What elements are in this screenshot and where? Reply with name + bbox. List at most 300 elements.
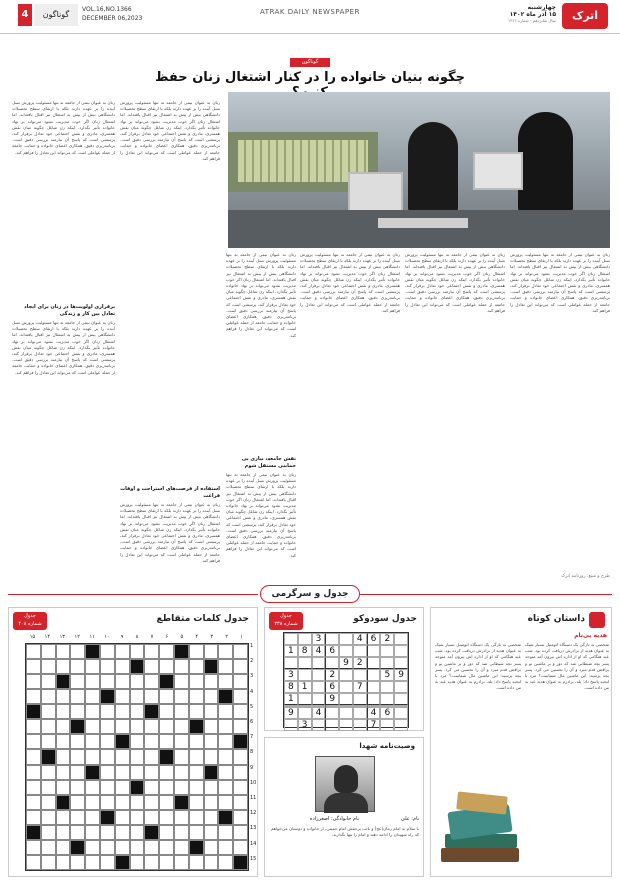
crossword-cell bbox=[233, 734, 248, 749]
sudoku-cell[interactable] bbox=[367, 645, 381, 657]
crossword-cell[interactable] bbox=[233, 644, 248, 659]
crossword-cell[interactable] bbox=[218, 765, 233, 780]
crossword-cell bbox=[144, 825, 159, 840]
crossword-cell[interactable] bbox=[70, 765, 85, 780]
sudoku-cell[interactable]: 9 bbox=[394, 669, 408, 681]
sudoku-cell[interactable] bbox=[325, 657, 339, 669]
crossword-cell[interactable] bbox=[56, 780, 71, 795]
crossword-cell[interactable] bbox=[144, 780, 159, 795]
sudoku-cell[interactable]: 4 bbox=[312, 707, 326, 719]
crossword-cell[interactable] bbox=[233, 780, 248, 795]
crossword-cell[interactable] bbox=[56, 704, 71, 719]
sudoku-cell[interactable] bbox=[394, 657, 408, 669]
crossword-cell[interactable] bbox=[41, 780, 56, 795]
crossword-cell[interactable] bbox=[218, 795, 233, 810]
crossword-cell[interactable] bbox=[70, 825, 85, 840]
crossword-cell[interactable] bbox=[41, 765, 56, 780]
article-body-col-7: زنان به عنوان نیمی از جامعه نه تنها مسئولیت پرورش نسل آینده را بر عهده دارند بلکه با ارتقای سطح تحصیلات دانشگاهی بیش از پیش به اشتغال نیز اقبال یافته‌اند. اما اشتغال زنان اگر خوب مدیریت نشود می‌تواند بر نهاد خانواده تأثیر بگذارد. اینکه زن شاغل چگونه میان نقش همسری، مادری و نقش اجتماعی خود تعادل برقرار کند، پرسشی است که پاسخ آن نیازمند بررسی دقیق است. برنامه‌ریزی دقیق، همکاری اعضای خانواده و حمایت جامعه از جمله عواملی است که می‌تواند این تعادل را فراهم کند. bbox=[12, 320, 115, 375]
crossword-cell[interactable] bbox=[174, 659, 189, 674]
crossword-cell bbox=[218, 689, 233, 704]
crossword-cell[interactable] bbox=[26, 674, 41, 689]
story-subtitle: هدیه بی‌نام bbox=[574, 632, 607, 639]
sudoku-cell[interactable] bbox=[394, 681, 408, 693]
crossword-cell[interactable] bbox=[100, 674, 115, 689]
crossword-cell[interactable] bbox=[204, 719, 219, 734]
sudoku-cell[interactable] bbox=[353, 693, 367, 705]
sudoku-cell[interactable] bbox=[312, 657, 326, 669]
crossword-cell[interactable] bbox=[26, 659, 41, 674]
crossword-cell[interactable] bbox=[159, 810, 174, 825]
crossword-cell[interactable] bbox=[115, 674, 130, 689]
crossword-cell[interactable] bbox=[100, 825, 115, 840]
sudoku-cell[interactable] bbox=[298, 633, 312, 645]
crossword-cell[interactable] bbox=[26, 855, 41, 870]
sudoku-cell[interactable] bbox=[339, 707, 353, 719]
crossword-cell[interactable] bbox=[189, 810, 204, 825]
crossword-cell[interactable] bbox=[130, 855, 145, 870]
crossword-col-numbers: ۱ ۲ ۳ ۴ ۵ ۶ ۷ ۸ ۹ ۱۰ ۱۱ ۱۲ ۱۳ ۱۴ ۱۵ bbox=[29, 634, 243, 640]
crossword-cell[interactable] bbox=[189, 734, 204, 749]
crossword-cell[interactable] bbox=[70, 644, 85, 659]
crossword-cell[interactable] bbox=[233, 765, 248, 780]
sudoku-cell[interactable] bbox=[298, 657, 312, 669]
crossword-cell[interactable] bbox=[233, 659, 248, 674]
crossword-cell[interactable] bbox=[218, 825, 233, 840]
header-rule bbox=[0, 33, 620, 34]
sudoku-cell[interactable] bbox=[353, 645, 367, 657]
crossword-cell[interactable] bbox=[189, 689, 204, 704]
crossword-cell[interactable] bbox=[115, 765, 130, 780]
crossword-cell[interactable] bbox=[56, 659, 71, 674]
crossword-cell[interactable] bbox=[130, 644, 145, 659]
sudoku-cell[interactable] bbox=[325, 707, 339, 719]
crossword-cell[interactable] bbox=[26, 780, 41, 795]
crossword-cell[interactable] bbox=[26, 810, 41, 825]
crossword-cell[interactable] bbox=[159, 795, 174, 810]
crossword-cell[interactable] bbox=[41, 704, 56, 719]
crossword-cell[interactable] bbox=[130, 749, 145, 764]
crossword-cell[interactable] bbox=[130, 810, 145, 825]
crossword-cell[interactable] bbox=[26, 840, 41, 855]
sudoku-cell[interactable]: 9 bbox=[325, 693, 339, 705]
crossword-cell[interactable] bbox=[26, 734, 41, 749]
sudoku-cell[interactable]: 3 bbox=[298, 719, 312, 731]
crossword-cell[interactable] bbox=[41, 674, 56, 689]
crossword-cell[interactable] bbox=[41, 840, 56, 855]
sudoku-cell[interactable]: 8 bbox=[284, 681, 298, 693]
crossword-cell[interactable] bbox=[144, 795, 159, 810]
crossword-cell[interactable] bbox=[100, 644, 115, 659]
crossword-cell[interactable] bbox=[85, 689, 100, 704]
crossword-cell[interactable] bbox=[174, 780, 189, 795]
sudoku-cell[interactable] bbox=[312, 693, 326, 705]
crossword-cell[interactable] bbox=[233, 674, 248, 689]
crossword-cell[interactable] bbox=[144, 719, 159, 734]
crossword-cell[interactable] bbox=[174, 765, 189, 780]
crossword-cell[interactable] bbox=[70, 659, 85, 674]
crossword-cell[interactable] bbox=[115, 810, 130, 825]
crossword-cell[interactable] bbox=[115, 644, 130, 659]
sudoku-cell[interactable]: 9 bbox=[339, 657, 353, 669]
crossword-cell[interactable] bbox=[70, 780, 85, 795]
crossword-cell[interactable] bbox=[26, 765, 41, 780]
crossword-cell[interactable] bbox=[56, 689, 71, 704]
crossword-cell[interactable] bbox=[26, 689, 41, 704]
crossword-cell[interactable] bbox=[174, 719, 189, 734]
crossword-cell[interactable] bbox=[41, 810, 56, 825]
crossword-cell[interactable] bbox=[115, 704, 130, 719]
crossword-cell[interactable] bbox=[218, 749, 233, 764]
crossword-cell[interactable] bbox=[159, 644, 174, 659]
crossword-cell[interactable] bbox=[26, 719, 41, 734]
crossword-cell[interactable] bbox=[174, 855, 189, 870]
crossword-cell bbox=[159, 674, 174, 689]
sudoku-cell[interactable] bbox=[339, 693, 353, 705]
crossword-cell[interactable] bbox=[218, 840, 233, 855]
crossword-cell[interactable] bbox=[189, 825, 204, 840]
crossword-cell[interactable] bbox=[144, 674, 159, 689]
crossword-cell[interactable] bbox=[233, 810, 248, 825]
sudoku-cell[interactable] bbox=[298, 693, 312, 705]
crossword-cell[interactable] bbox=[144, 659, 159, 674]
crossword-cell[interactable] bbox=[233, 689, 248, 704]
sudoku-cell[interactable]: 6 bbox=[325, 681, 339, 693]
crossword-cell[interactable] bbox=[174, 749, 189, 764]
sudoku-cell[interactable] bbox=[367, 657, 381, 669]
sudoku-cell[interactable] bbox=[284, 657, 298, 669]
sudoku-cell[interactable] bbox=[325, 719, 339, 731]
crossword-cell[interactable] bbox=[85, 674, 100, 689]
crossword-cell[interactable] bbox=[100, 855, 115, 870]
crossword-cell[interactable] bbox=[26, 749, 41, 764]
sudoku-cell[interactable]: 9 bbox=[284, 707, 298, 719]
sudoku-cell[interactable] bbox=[367, 669, 381, 681]
sudoku-cell[interactable] bbox=[339, 645, 353, 657]
crossword-cell[interactable] bbox=[218, 734, 233, 749]
crossword-cell[interactable] bbox=[85, 855, 100, 870]
sudoku-cell[interactable] bbox=[325, 633, 339, 645]
martyr-portrait-head bbox=[334, 765, 358, 793]
crossword-cell[interactable] bbox=[144, 840, 159, 855]
crossword-cell[interactable] bbox=[100, 704, 115, 719]
crossword-cell[interactable] bbox=[233, 795, 248, 810]
crossword-cell[interactable] bbox=[56, 749, 71, 764]
sudoku-cell[interactable] bbox=[298, 669, 312, 681]
crossword-cell[interactable] bbox=[218, 674, 233, 689]
sudoku-cell[interactable]: 2 bbox=[325, 669, 339, 681]
crossword-cell[interactable] bbox=[144, 765, 159, 780]
crossword-cell[interactable] bbox=[189, 704, 204, 719]
crossword-cell[interactable] bbox=[189, 780, 204, 795]
sudoku-cell[interactable] bbox=[367, 681, 381, 693]
page-number: 4 bbox=[21, 9, 29, 20]
sudoku-cell[interactable] bbox=[339, 633, 353, 645]
sudoku-cell[interactable]: 1 bbox=[298, 681, 312, 693]
crossword-cell[interactable] bbox=[204, 644, 219, 659]
crossword-cell bbox=[189, 719, 204, 734]
sudoku-cell[interactable] bbox=[394, 645, 408, 657]
crossword-cell[interactable] bbox=[115, 825, 130, 840]
sudoku-cell[interactable]: 5 bbox=[380, 669, 394, 681]
crossword-cell[interactable] bbox=[233, 719, 248, 734]
crossword-cell bbox=[174, 795, 189, 810]
sudoku-cell[interactable] bbox=[298, 707, 312, 719]
crossword-cell[interactable] bbox=[159, 689, 174, 704]
crossword-cell bbox=[218, 810, 233, 825]
crossword-cell[interactable] bbox=[85, 840, 100, 855]
crossword-cell[interactable] bbox=[85, 704, 100, 719]
sudoku-cell[interactable] bbox=[394, 693, 408, 705]
crossword-cell[interactable] bbox=[204, 780, 219, 795]
crossword-cell[interactable] bbox=[115, 689, 130, 704]
sudoku-cell[interactable] bbox=[380, 719, 394, 731]
photo-keyboard bbox=[378, 218, 468, 228]
crossword-cell[interactable] bbox=[70, 674, 85, 689]
crossword-cell[interactable] bbox=[130, 765, 145, 780]
crossword-cell[interactable] bbox=[100, 659, 115, 674]
article-body-col-10: زنان به عنوان نیمی از جامعه نه تنها مسئولیت پرورش نسل آینده را بر عهده دارند بلکه با ارتقای سطح تحصیلات دانشگاهی بیش از پیش به اشتغال نیز اقبال یافته‌اند. اما اشتغال زنان اگر خوب مدیریت نشود می‌تواند بر نهاد خانواده تأثیر بگذارد. اینکه زن شاغل چگونه میان نقش همسری، مادری و نقش اجتماعی خود تعادل برقرار کند، پرسشی است که پاسخ آن نیازمند بررسی دقیق است. برنامه‌ریزی دقیق، همکاری اعضای خانواده و حمایت جامعه از جمله عواملی است که می‌تواند این تعادل را فراهم کند. bbox=[226, 472, 296, 558]
sudoku-cell[interactable] bbox=[353, 669, 367, 681]
crossword-cell[interactable] bbox=[56, 644, 71, 659]
sudoku-cell[interactable] bbox=[284, 719, 298, 731]
crossword-cell[interactable] bbox=[218, 719, 233, 734]
crossword-cell[interactable] bbox=[115, 840, 130, 855]
sudoku-cell[interactable] bbox=[394, 707, 408, 719]
crossword-cell[interactable] bbox=[233, 704, 248, 719]
crossword-cell[interactable] bbox=[115, 719, 130, 734]
crossword-cell[interactable] bbox=[56, 825, 71, 840]
sudoku-badge: جدول شماره ۲۳۸ bbox=[269, 612, 303, 630]
crossword-cell[interactable] bbox=[115, 780, 130, 795]
crossword-cell[interactable] bbox=[130, 734, 145, 749]
crossword-cell[interactable] bbox=[144, 749, 159, 764]
crossword-cell[interactable] bbox=[159, 780, 174, 795]
crossword-cell[interactable] bbox=[189, 659, 204, 674]
crossword-cell[interactable] bbox=[159, 765, 174, 780]
crossword-cell[interactable] bbox=[100, 765, 115, 780]
crossword-cell[interactable] bbox=[70, 795, 85, 810]
crossword-cell[interactable] bbox=[144, 689, 159, 704]
crossword-cell[interactable] bbox=[85, 659, 100, 674]
crossword-cell[interactable] bbox=[41, 795, 56, 810]
crossword-cell[interactable] bbox=[204, 840, 219, 855]
article-kicker: گوناگون bbox=[290, 58, 330, 67]
sudoku-cell[interactable] bbox=[284, 633, 298, 645]
sudoku-cell[interactable]: 4 bbox=[312, 645, 326, 657]
crossword-cell[interactable] bbox=[85, 749, 100, 764]
article-body-col-6: زنان به عنوان نیمی از جامعه نه تنها مسئولیت پرورش نسل آینده را بر عهده دارند بلکه با ارتقای سطح تحصیلات دانشگاهی بیش از پیش به اشتغال نیز اقبال یافته‌اند. اما اشتغال زنان اگر خوب مدیریت نشود می‌تواند بر نهاد خانواده تأثیر بگذارد. اینکه زن شاغل چگونه میان نقش همسری، مادری و نقش اجتماعی خود تعادل برقرار کند، پرسشی است که پاسخ آن نیازمند بررسی دقیق است. برنامه‌ریزی دقیق، همکاری اعضای خانواده و حمایت جامعه از جمله عواملی است که می‌تواند این تعادل را فراهم کند. bbox=[12, 100, 115, 155]
sudoku-cell[interactable]: 2 bbox=[353, 657, 367, 669]
sudoku-cell[interactable] bbox=[353, 707, 367, 719]
crossword-cell[interactable] bbox=[85, 825, 100, 840]
crossword-cell bbox=[115, 855, 130, 870]
page-header bbox=[0, 0, 620, 36]
crossword-cell[interactable] bbox=[159, 825, 174, 840]
crossword-cell[interactable] bbox=[56, 765, 71, 780]
crossword-cell[interactable] bbox=[144, 810, 159, 825]
sudoku-cell[interactable]: 7 bbox=[367, 719, 381, 731]
crossword-cell[interactable] bbox=[174, 840, 189, 855]
crossword-cell[interactable] bbox=[159, 855, 174, 870]
crossword-cell[interactable] bbox=[56, 734, 71, 749]
crossword-cell[interactable] bbox=[189, 674, 204, 689]
sudoku-cell[interactable]: 2 bbox=[380, 633, 394, 645]
crossword-cell[interactable] bbox=[159, 719, 174, 734]
crossword-cell[interactable] bbox=[189, 749, 204, 764]
crossword-cell[interactable] bbox=[218, 704, 233, 719]
crossword-cell[interactable] bbox=[204, 734, 219, 749]
sudoku-cell[interactable]: 8 bbox=[298, 645, 312, 657]
crossword-cell[interactable] bbox=[100, 795, 115, 810]
crossword-cell[interactable] bbox=[144, 734, 159, 749]
crossword-cell[interactable] bbox=[70, 704, 85, 719]
crossword-cell[interactable] bbox=[189, 795, 204, 810]
article-body-col-5: زنان به عنوان نیمی از جامعه نه تنها مسئولیت پرورش نسل آینده را بر عهده دارند بلکه با ارتقای سطح تحصیلات دانشگاهی بیش از پیش به اشتغال نیز اقبال یافته‌اند. اما اشتغال زنان اگر خوب مدیریت نشود می‌تواند بر نهاد خانواده تأثیر بگذارد. اینکه زن شاغل چگونه میان نقش همسری، مادری و نقش اجتماعی خود تعادل برقرار کند، پرسشی است که پاسخ آن نیازمند بررسی دقیق است. برنامه‌ریزی دقیق، همکاری اعضای خانواده و حمایت جامعه از جمله عواملی است که می‌تواند این تعادل را فراهم کند. bbox=[120, 100, 220, 161]
crossword-cell[interactable] bbox=[204, 689, 219, 704]
crossword-cell[interactable] bbox=[85, 780, 100, 795]
crossword-cell[interactable] bbox=[174, 810, 189, 825]
sudoku-cell[interactable]: 4 bbox=[367, 707, 381, 719]
sudoku-grid[interactable] bbox=[283, 632, 409, 728]
sudoku-cell[interactable] bbox=[312, 719, 326, 731]
crossword-cell[interactable] bbox=[26, 795, 41, 810]
crossword-cell[interactable] bbox=[41, 825, 56, 840]
crossword-cell[interactable] bbox=[85, 795, 100, 810]
sudoku-cell[interactable]: 4 bbox=[353, 633, 367, 645]
sudoku-cell[interactable] bbox=[380, 693, 394, 705]
crossword-cell bbox=[41, 749, 56, 764]
photo-woman-1 bbox=[408, 122, 458, 212]
crossword-cell[interactable] bbox=[159, 704, 174, 719]
crossword-cell[interactable] bbox=[204, 810, 219, 825]
sudoku-cell[interactable] bbox=[353, 719, 367, 731]
crossword-cell[interactable] bbox=[233, 749, 248, 764]
sudoku-cell[interactable] bbox=[339, 681, 353, 693]
crossword-cell[interactable] bbox=[70, 749, 85, 764]
crossword-cell[interactable] bbox=[100, 840, 115, 855]
crossword-cell bbox=[100, 810, 115, 825]
crossword-cell[interactable] bbox=[130, 795, 145, 810]
newspaper-logo[interactable]: اترک bbox=[562, 3, 608, 29]
crossword-cell[interactable] bbox=[233, 840, 248, 855]
crossword-cell[interactable] bbox=[100, 780, 115, 795]
crossword-cell[interactable] bbox=[41, 659, 56, 674]
crossword-cell[interactable] bbox=[130, 689, 145, 704]
crossword-cell[interactable] bbox=[41, 734, 56, 749]
sudoku-cell[interactable] bbox=[380, 681, 394, 693]
crossword-cell[interactable] bbox=[56, 719, 71, 734]
sudoku-cell[interactable] bbox=[312, 669, 326, 681]
crossword-cell[interactable] bbox=[115, 659, 130, 674]
crossword-cell bbox=[144, 704, 159, 719]
crossword-cell[interactable] bbox=[56, 855, 71, 870]
crossword-cell[interactable] bbox=[144, 855, 159, 870]
crossword-cell[interactable] bbox=[26, 644, 41, 659]
crossword-cell[interactable] bbox=[204, 795, 219, 810]
crossword-cell[interactable] bbox=[189, 855, 204, 870]
crossword-cell[interactable] bbox=[218, 659, 233, 674]
sudoku-cell[interactable] bbox=[339, 669, 353, 681]
crossword-cell bbox=[26, 825, 41, 840]
crossword-cell[interactable] bbox=[70, 810, 85, 825]
crossword-cell[interactable] bbox=[174, 689, 189, 704]
crossword-cell[interactable] bbox=[41, 689, 56, 704]
sudoku-cell[interactable]: 3 bbox=[284, 669, 298, 681]
crossword-cell[interactable] bbox=[174, 704, 189, 719]
crossword-cell[interactable] bbox=[130, 825, 145, 840]
crossword-cell[interactable] bbox=[115, 749, 130, 764]
crossword-cell[interactable] bbox=[56, 810, 71, 825]
crossword-cell[interactable] bbox=[174, 825, 189, 840]
crossword-cell[interactable] bbox=[159, 734, 174, 749]
sudoku-cell[interactable]: 3 bbox=[312, 633, 326, 645]
crossword-cell[interactable] bbox=[144, 644, 159, 659]
sudoku-cell[interactable]: 7 bbox=[353, 681, 367, 693]
crossword-cell[interactable] bbox=[204, 825, 219, 840]
crossword-cell[interactable] bbox=[174, 734, 189, 749]
sudoku-cell[interactable] bbox=[394, 719, 408, 731]
crossword-cell[interactable] bbox=[100, 719, 115, 734]
crossword-cell[interactable] bbox=[204, 704, 219, 719]
story-title: داستان کوتاه bbox=[527, 614, 585, 624]
crossword-cell[interactable] bbox=[233, 825, 248, 840]
crossword-cell[interactable] bbox=[159, 840, 174, 855]
crossword-cell[interactable] bbox=[218, 855, 233, 870]
crossword-cell[interactable] bbox=[41, 719, 56, 734]
crossword-cell[interactable] bbox=[204, 674, 219, 689]
sudoku-cell[interactable] bbox=[339, 719, 353, 731]
sudoku-cell[interactable] bbox=[367, 693, 381, 705]
crossword-cell[interactable] bbox=[85, 719, 100, 734]
sudoku-cell[interactable] bbox=[380, 645, 394, 657]
crossword-cell[interactable] bbox=[85, 810, 100, 825]
sudoku-cell[interactable]: 1 bbox=[284, 645, 298, 657]
crossword-cell[interactable] bbox=[204, 855, 219, 870]
crossword-cell[interactable] bbox=[100, 734, 115, 749]
crossword-cell[interactable] bbox=[100, 749, 115, 764]
crossword-cell[interactable] bbox=[85, 734, 100, 749]
martyr-photo bbox=[315, 756, 375, 812]
crossword-cell[interactable] bbox=[174, 674, 189, 689]
crossword-cell[interactable] bbox=[70, 734, 85, 749]
crossword-grid[interactable] bbox=[25, 643, 249, 871]
sudoku-cell[interactable]: 6 bbox=[367, 633, 381, 645]
crossword-cell[interactable] bbox=[130, 840, 145, 855]
crossword-cell[interactable] bbox=[189, 765, 204, 780]
crossword-cell[interactable] bbox=[70, 689, 85, 704]
sudoku-cell[interactable]: 6 bbox=[325, 645, 339, 657]
crossword-cell[interactable] bbox=[218, 644, 233, 659]
crossword-cell[interactable] bbox=[41, 644, 56, 659]
crossword-cell[interactable] bbox=[218, 780, 233, 795]
crossword-cell[interactable] bbox=[130, 704, 145, 719]
crossword-cell[interactable] bbox=[56, 840, 71, 855]
crossword-cell[interactable] bbox=[204, 749, 219, 764]
crossword-cell[interactable] bbox=[115, 795, 130, 810]
sudoku-cell[interactable] bbox=[380, 657, 394, 669]
crossword-cell[interactable] bbox=[130, 674, 145, 689]
photo-monitor-1 bbox=[348, 172, 403, 212]
sudoku-cell[interactable] bbox=[394, 633, 408, 645]
crossword-cell[interactable] bbox=[189, 644, 204, 659]
crossword-cell[interactable] bbox=[130, 719, 145, 734]
sudoku-cell[interactable] bbox=[312, 681, 326, 693]
sudoku-cell[interactable]: 6 bbox=[380, 707, 394, 719]
crossword-cell[interactable] bbox=[159, 659, 174, 674]
sudoku-cell[interactable]: 1 bbox=[284, 693, 298, 705]
crossword-cell[interactable] bbox=[41, 855, 56, 870]
crossword-cell[interactable] bbox=[70, 855, 85, 870]
